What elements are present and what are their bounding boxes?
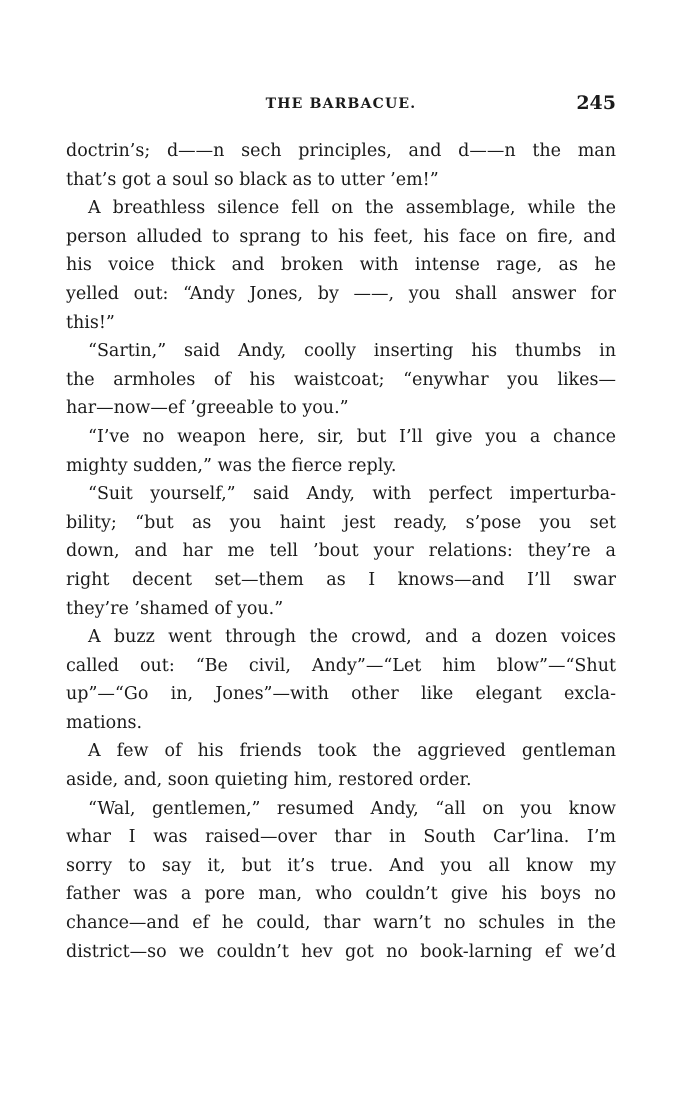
- text-line: that’s got a soul so black as to utter ’em!”: [66, 169, 439, 190]
- text-line: district—so we couldn’t hev got no book-larning ef we’d: [66, 941, 616, 962]
- text-line: doctrin’s; d——n sech principles, and d——n the man: [66, 141, 616, 161]
- text-line: person alluded to sprang to his feet, his face on fire, and: [66, 226, 616, 247]
- text-line: his voice thick and broken with intense rage, as he: [66, 255, 616, 276]
- text-line: sorry to say it, but it’s true. And you all know my: [66, 855, 616, 876]
- text-line: “Suit yourself,” said Andy, with perfect imperturba-: [88, 484, 616, 505]
- text-line: yelled out: “Andy Jones, by ——, you shall answer for: [66, 283, 616, 304]
- text-line: “I’ve no weapon here, sir, but I’ll give you a chance: [88, 426, 616, 447]
- page-number: 245: [576, 92, 616, 114]
- text-line: bility; “but as you haint jest ready, s’pose you set: [66, 512, 616, 533]
- text-line: mations.: [66, 712, 143, 733]
- text-line: they’re ’shamed of you.”: [66, 598, 284, 619]
- text-line: A few of his friends took the aggrieved gentleman: [88, 741, 616, 762]
- text-line: chance—and ef he could, thar warn’t no schules in the: [66, 913, 616, 934]
- text-line: this!”: [66, 312, 115, 333]
- text-line: “Wal, gentlemen,” resumed Andy, “all on you know: [88, 798, 616, 819]
- text-line: A breathless silence fell on the assemblage, while the: [88, 198, 616, 219]
- text-line: “Sartin,” said Andy, coolly inserting his thumbs in: [88, 341, 616, 362]
- text-line: called out: “Be civil, Andy”—“Let him blow”—“Shut: [66, 655, 616, 676]
- text-line: up”—“Go in, Jones”—with other like elegant excla-: [66, 684, 616, 705]
- text-line: right decent set—them as I knows—and I’ll swar: [66, 569, 616, 590]
- chapter-title: THE BARBACUE.: [265, 96, 417, 112]
- text-line: mighty sudden,” was the fierce reply.: [66, 455, 397, 476]
- text-line: father was a pore man, who couldn’t give his boys no: [66, 884, 616, 905]
- text-line: har—now—ef ’greeable to you.”: [66, 398, 349, 419]
- text-line: the armholes of his waistcoat; “enywhar you likes—: [66, 369, 616, 390]
- text-line: whar I was raised—over thar in South Car’lina. I’m: [66, 827, 616, 848]
- text-line: A buzz went through the crowd, and a dozen voices: [88, 627, 616, 648]
- text-line: aside, and, soon quieting him, restored order.: [66, 770, 472, 791]
- text-line: down, and har me tell ’bout your relations: they’re a: [66, 541, 616, 562]
- body-text: [66, 137, 616, 966]
- running-head: [66, 92, 616, 116]
